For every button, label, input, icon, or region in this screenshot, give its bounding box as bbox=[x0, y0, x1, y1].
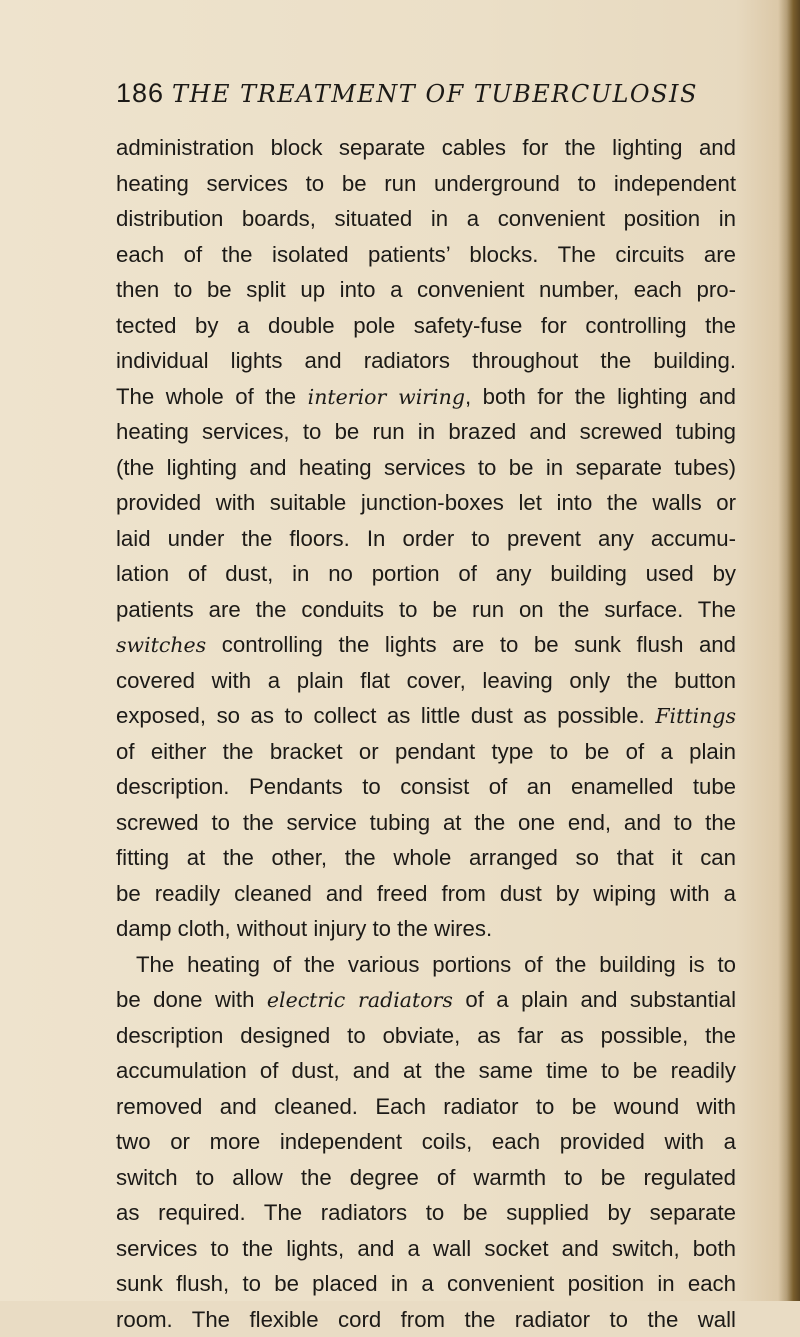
text-line: description. Pendants to consist of an enamelled tube bbox=[116, 769, 736, 805]
text-line: description designed to obviate, as far as possible, the bbox=[116, 1018, 736, 1054]
text-line: screwed to the service tubing at the one end, and to the bbox=[116, 805, 736, 841]
text-run: The whole of the bbox=[116, 384, 308, 409]
text-line: be readily cleaned and freed from dust by wiping with a bbox=[116, 876, 736, 912]
italic-term-interior-wiring: interior wiring bbox=[308, 385, 465, 409]
text-line: two or more independent coils, each provided with a bbox=[116, 1124, 736, 1160]
running-head bbox=[116, 78, 756, 112]
italic-term-fittings: Fittings bbox=[655, 704, 736, 728]
text-line: administration block separate cables for the lighting and bbox=[116, 130, 736, 166]
text-line: The heating of the various portions of the building is to bbox=[116, 947, 736, 983]
text-line bbox=[116, 627, 736, 663]
text-line: heating services to be run underground to independent bbox=[116, 166, 736, 202]
text-line: damp cloth, without injury to the wires. bbox=[116, 911, 736, 947]
text-line: as required. The radiators to be supplied by separate bbox=[116, 1195, 736, 1231]
text-line: room. The flexible cord from the radiator to the wall bbox=[116, 1302, 736, 1337]
text-line: of either the bracket or pendant type to be of a plain bbox=[116, 734, 736, 770]
italic-term-switches: switches bbox=[116, 633, 206, 657]
text-line: sunk flush, to be placed in a convenient position in each bbox=[116, 1266, 736, 1302]
text-line bbox=[116, 698, 736, 734]
text-line: covered with a plain flat cover, leaving only the button bbox=[116, 663, 736, 699]
text-line: provided with suitable junction-boxes let into the walls or bbox=[116, 485, 736, 521]
text-line: distribution boards, situated in a convenient position in bbox=[116, 201, 736, 237]
text-line: fitting at the other, the whole arranged so that it can bbox=[116, 840, 736, 876]
text-line: tected by a double pole safety-fuse for controlling the bbox=[116, 308, 736, 344]
text-line: lation of dust, in no portion of any building used by bbox=[116, 556, 736, 592]
text-run: controlling the lights are to be sunk flush and bbox=[206, 632, 736, 657]
text-line: each of the isolated patients’ blocks. The circuits are bbox=[116, 237, 736, 273]
text-line: switch to allow the degree of warmth to be regulated bbox=[116, 1160, 736, 1196]
text-run: be done with bbox=[116, 987, 267, 1012]
text-run: of a plain and substantial bbox=[453, 987, 736, 1012]
page-edge-shadow bbox=[778, 0, 800, 1301]
text-line: patients are the conduits to be run on the surface. The bbox=[116, 592, 736, 628]
body-text bbox=[116, 130, 736, 1337]
text-line bbox=[116, 982, 736, 1018]
text-line: (the lighting and heating services to be in separate tubes) bbox=[116, 450, 736, 486]
page-number: 186 bbox=[116, 78, 172, 109]
text-run: exposed, so as to collect as little dust as possible. bbox=[116, 703, 655, 728]
text-line: accumulation of dust, and at the same time to be readily bbox=[116, 1053, 736, 1089]
italic-term-electric-radiators: electric radiators bbox=[267, 988, 453, 1012]
text-line: laid under the floors. In order to prevent any accumu- bbox=[116, 521, 736, 557]
text-line: heating services, to be run in brazed and screwed tubing bbox=[116, 414, 736, 450]
text-line: then to be split up into a convenient number, each pro- bbox=[116, 272, 736, 308]
running-head-title: THE TREATMENT OF TUBERCULOSIS bbox=[172, 80, 698, 108]
text-line bbox=[116, 379, 736, 415]
text-line: individual lights and radiators throughout the building. bbox=[116, 343, 736, 379]
text-line: services to the lights, and a wall socket and switch, both bbox=[116, 1231, 736, 1267]
text-line: removed and cleaned. Each radiator to be wound with bbox=[116, 1089, 736, 1125]
text-run: , both for the lighting and bbox=[465, 384, 736, 409]
